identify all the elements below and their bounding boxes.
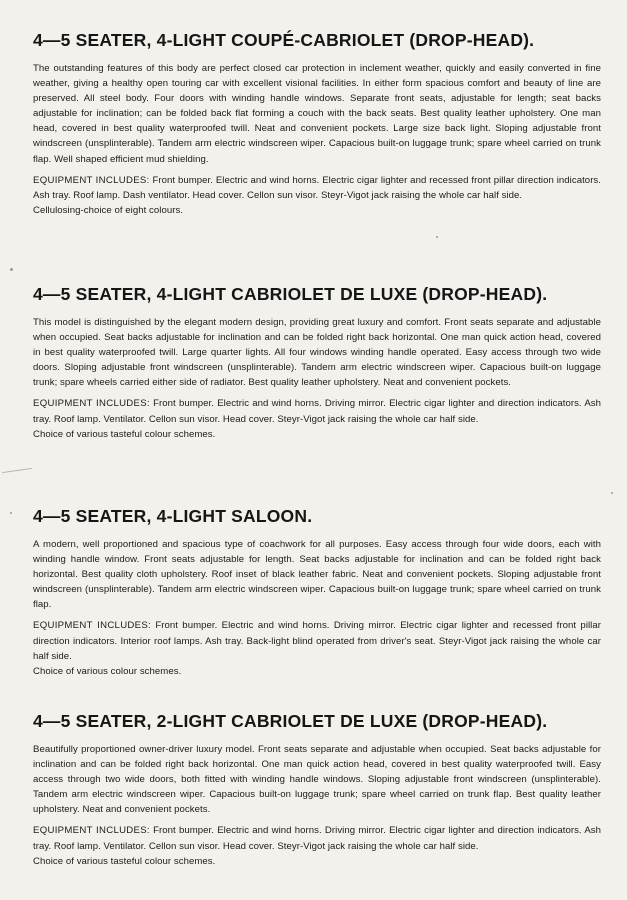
paper-speck	[10, 512, 12, 514]
paper-speck	[10, 268, 13, 271]
section-description: This model is distinguished by the elegant modern design, providing great luxury and comfort. Front seats separate and adjustable when occupied. Seat backs adjustable for inclination and can be folded right back horizontal. One man quick action head, covered in best quality waterproofed twill. Large quarter lights. All four windows winding handle operated. Easy access through two wide doors. Sloping adjustable front windscreen (unsplinterable). Tandem arm electric windscreen wiper. Capacious built-on luggage trunk; spare wheels carried either side of radiator. Best quality leather upholstery. Neat and convenient pockets.	[33, 317, 601, 389]
colour-note: Cellulosing-choice of eight colours.	[33, 204, 184, 216]
equipment-label: EQUIPMENT INCLUDES:	[33, 825, 150, 837]
paper-speck	[611, 492, 613, 494]
equipment-list: Front bumper. Electric and wind horns. Driving mirror. Electric cigar lighter and direction indicators. Ash tray. Roof lamp. Ventilator. Cellon sun visor. Head cover. Steyr-Vigot jack raising the whole car half side.	[33, 825, 602, 852]
pencil-mark	[2, 468, 32, 473]
section-cabriolet-de-luxe-2-light	[33, 711, 601, 869]
equipment-paragraph	[33, 618, 601, 663]
section-description: The outstanding features of this body are perfect closed car protection in inclement weather, quickly and easily converted in fine weather, giving a healthy open touring car with excellent visional facilities. In either form spacious comfort and beauty of line are preserved. All steel body. Four doors with winding handle windows. Separate front seats, adjustable for length; seat backs adjustable for inclination; can be folded back flat forming a couch with the back seats. Best quality leather upholstery. One man head, covered in best quality waterproofed twill. Neat and convenient pockets. Large size back light. Sloping adjustable front windscreen (unsplinterable). Tandem arm electric windscreen wiper. Capacious built-on luggage trunk; spare wheel carried on trunk flap. Well shaped efficient mud shielding.	[33, 63, 601, 165]
colour-note: Choice of various tasteful colour schemes.	[33, 855, 216, 867]
section-cabriolet-de-luxe-4-light	[33, 284, 601, 442]
section-heading: 4—5 SEATER, 4-LIGHT COUPÉ-CABRIOLET (DROP-HEAD).	[33, 30, 535, 50]
colour-note: Choice of various colour schemes.	[33, 665, 182, 677]
equipment-paragraph	[33, 173, 601, 203]
section-description: A modern, well proportioned and spacious type of coachwork for all purposes. Easy access through four wide doors, each with winding handle window. Front seats adjustable for length. Seat backs adjustable for inclination and can be folded right back horizontal. Best quality cloth upholstery. Roof inset of black leather fabric. Neat and convenient pockets. Sloping adjustable front windscreen (unsplinterable). Tandem arm electric windscreen wiper. Capacious built-on luggage trunk; spare wheel carried on trunk flap.	[33, 539, 601, 611]
equipment-label: EQUIPMENT INCLUDES:	[33, 398, 150, 410]
section-heading: 4—5 SEATER, 2-LIGHT CABRIOLET DE LUXE (DROP-HEAD).	[33, 711, 548, 731]
equipment-paragraph	[33, 396, 601, 426]
equipment-list: Front bumper. Electric and wind horns. Electric cigar lighter and recessed front pillar direction indicators. Ash tray. Roof lamp. Dash ventilator. Head cover. Cellon sun visor. Steyr-Vigot jack raising the whole car half side.	[33, 174, 601, 201]
section-coupe-cabriolet	[33, 30, 601, 218]
section-saloon	[33, 506, 601, 679]
equipment-label: EQUIPMENT INCLUDES:	[33, 174, 150, 186]
section-description: Beautifully proportioned owner-driver luxury model. Front seats separate and adjustable when occupied. Seat backs adjustable for inclination and can be folded right back horizontal. One man quick action head, covered in best quality waterproofed twill. Easy access through two wide doors, both fitted with winding handle windows. Sloping adjustable front windscreen (unsplinterable). Tandem arm electric windscreen wiper. Capacious built-on luggage trunk; spare wheel carried on trunk flap. Best quality leather upholstery. Neat and convenient pockets.	[33, 744, 601, 816]
equipment-label: EQUIPMENT INCLUDES:	[33, 620, 152, 632]
colour-note: Choice of various tasteful colour schemes.	[33, 428, 216, 440]
equipment-list: Front bumper. Electric and wind horns. Driving mirror. Electric cigar lighter and direction indicators. Ash tray. Roof lamp. Ventilator. Cellon sun visor. Head cover. Steyr-Vigot jack raising the whole car half side.	[33, 398, 602, 425]
paper-speck	[436, 236, 438, 238]
equipment-list: Front bumper. Electric and wind horns. Driving mirror. Electric cigar lighter and recessed front pillar direction indicators. Interior roof lamps. Ash tray. Back-light blind operated from driver's seat. Steyr-Vigot jack raising the whole car half side.	[33, 620, 601, 662]
equipment-paragraph	[33, 823, 601, 853]
section-heading: 4—5 SEATER, 4-LIGHT CABRIOLET DE LUXE (DROP-HEAD).	[33, 284, 548, 304]
section-heading: 4—5 SEATER, 4-LIGHT SALOON.	[33, 506, 313, 526]
